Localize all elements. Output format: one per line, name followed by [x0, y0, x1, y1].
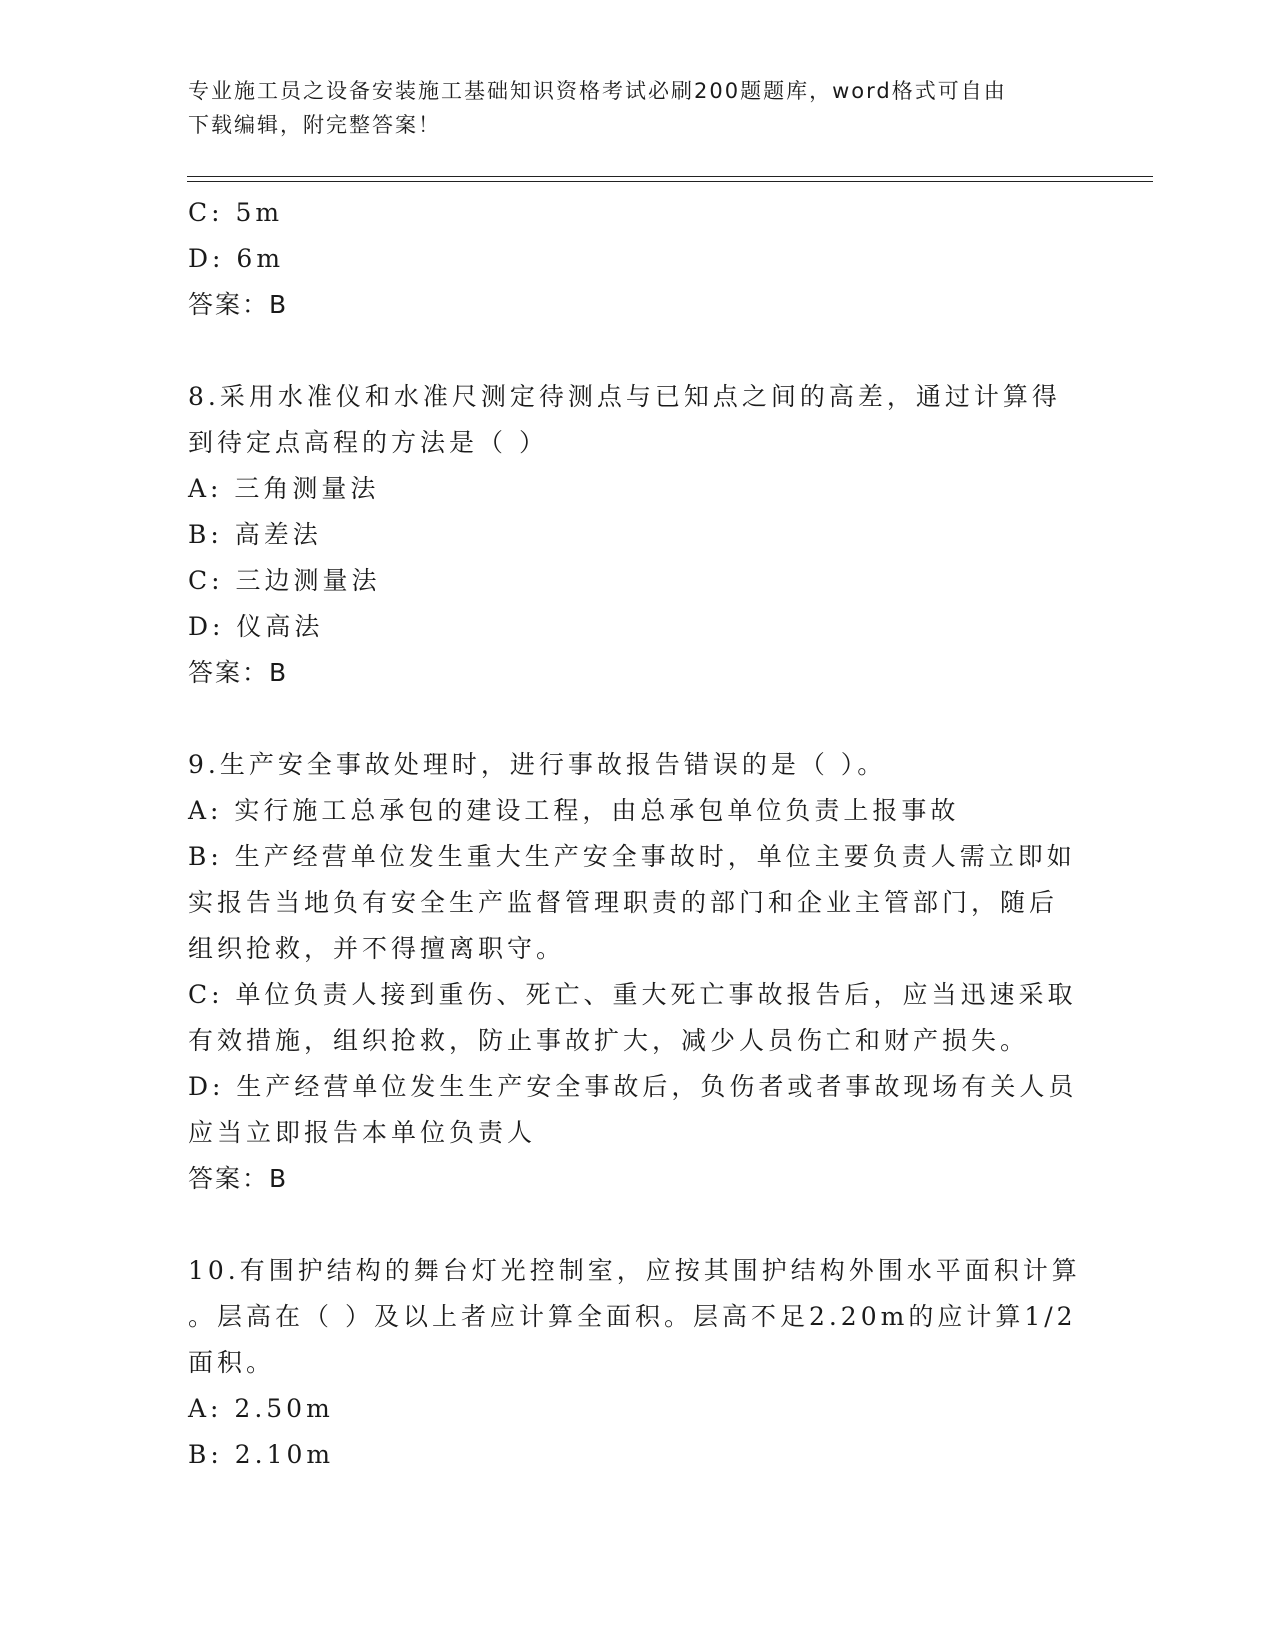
question-stem: 10.有围护结构的舞台灯光控制室，应按其围护结构外围水平面积计算	[188, 1256, 1081, 1285]
option-d: D: 仪高法	[188, 612, 324, 641]
question-stem: 8.采用水准仪和水准尺测定待测点与已知点之间的高差，通过计算得	[188, 382, 1061, 411]
question-stem-continued: 面积。	[188, 1348, 276, 1377]
option-c: C: 三边测量法	[188, 566, 381, 595]
document-body	[188, 190, 1088, 1478]
header-title-line-2: 下载编辑，附完整答案！	[188, 113, 441, 137]
option-a: A: 2.50m	[188, 1394, 334, 1423]
question-stem-continued: 。层高在（ ）及以上者应计算全面积。层高不足2.20m的应计算1/2	[188, 1302, 1077, 1331]
answer-line: 答案：B	[188, 658, 289, 687]
question-10	[188, 1248, 1088, 1478]
option-b: B: 2.10m	[188, 1440, 335, 1469]
header-divider-top	[187, 176, 1153, 177]
question-8	[188, 374, 1088, 696]
option-a: A: 三角测量法	[188, 474, 380, 503]
option-a: A: 实行施工总承包的建设工程，由总承包单位负责上报事故	[188, 796, 960, 825]
page-header	[188, 74, 1068, 142]
answer-line: 答案：B	[188, 1164, 289, 1193]
option-b: B: 高差法	[188, 520, 322, 549]
option-b-continued: 实报告当地负有安全生产监督管理职责的部门和企业主管部门，随后	[188, 888, 1059, 917]
option-d: D: 6m	[188, 244, 285, 273]
question-stem-continued: 到待定点高程的方法是（ ）	[188, 428, 548, 457]
option-d-continued: 应当立即报告本单位负责人	[188, 1118, 537, 1147]
answer-line: 答案：B	[188, 290, 289, 319]
option-d: D: 生产经营单位发生生产安全事故后，负伤者或者事故现场有关人员	[188, 1072, 1078, 1101]
option-c-continued: 有效措施，组织抢救，防止事故扩大，减少人员伤亡和财产损失。	[188, 1026, 1030, 1055]
question-stem: 9.生产安全事故处理时，进行事故报告错误的是（ ）。	[188, 750, 887, 779]
option-c: C: 单位负责人接到重伤、死亡、重大死亡事故报告后，应当迅速采取	[188, 980, 1077, 1009]
question-9	[188, 742, 1088, 1202]
header-title-line-1: 专业施工员之设备安装施工基础知识资格考试必刷200题题库，word格式可自由	[188, 79, 1007, 103]
header-divider-bottom	[187, 181, 1153, 182]
option-c: C: 5m	[188, 198, 284, 227]
option-b: B: 生产经营单位发生重大生产安全事故时，单位主要负责人需立即如	[188, 842, 1076, 871]
question-7-tail	[188, 190, 1088, 328]
option-b-continued: 组织抢救，并不得擅离职守。	[188, 934, 566, 963]
